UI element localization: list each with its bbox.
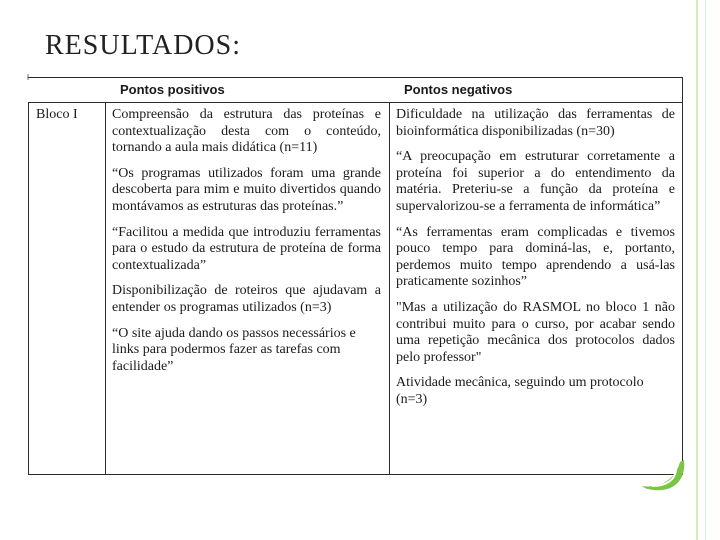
table-top-border xyxy=(28,77,683,78)
positivo-item: Disponibilização de roteiros que ajudavam a entender os programas utilizados (n=3) xyxy=(112,283,381,315)
frame-line-thin xyxy=(705,0,706,540)
row-label-bloco: Bloco I xyxy=(36,107,78,122)
header-pontos-negativos: Pontos negativos xyxy=(404,82,513,97)
positivo-item: “O site ajuda dando os passos necessários e links para podermos fazer as tarefas com facilidade” xyxy=(112,325,356,374)
header-pontos-positivos: Pontos positivos xyxy=(120,82,225,97)
positivo-item: “Facilitou a medida que introduziu ferramentas para o estudo da estrutura de proteína de forma contextualizada” xyxy=(112,224,381,273)
negativo-item: “As ferramentas eram complicadas e tivemos pouco tempo para dominá-las, e, portanto, perdemos muito tempo aprendendo a usá-las praticamente sozinhos” xyxy=(396,224,675,290)
frame-line xyxy=(696,0,698,540)
column-divider-3 xyxy=(389,102,390,475)
negativos-cell xyxy=(396,107,675,418)
negativo-item: "Mas a utilização do RASMOL no bloco 1 não contribui muito para o curso, por acabar sendo uma repetição mecânica dos protocolos dados pelo professor" xyxy=(396,299,675,365)
table-bottom-border xyxy=(28,474,683,475)
swoosh-shape xyxy=(642,460,684,490)
negativo-item: Atividade mecânica, seguindo um protocolo (n=3) xyxy=(396,375,644,407)
column-divider-1 xyxy=(28,102,29,475)
column-divider-2 xyxy=(105,102,106,475)
header-bottom-border xyxy=(28,102,683,103)
column-divider-4 xyxy=(682,77,683,475)
negativo-item: “A preocupação em estruturar corretamente a proteína foi superior a do entendimento da matéria. Preteriu-se a função da proteína e supervalorizou-se a ferramenta de informática” xyxy=(396,149,675,214)
negativo-item: Dificuldade na utilização das ferramentas de bioinformática disponibilizadas (n=30) xyxy=(396,107,675,139)
green-swoosh-decoration xyxy=(640,456,688,496)
slide-title: RESULTADOS: xyxy=(45,30,241,61)
results-table xyxy=(28,77,683,475)
positivos-cell xyxy=(112,107,381,384)
positivo-item: “Os programas utilizados foram uma grande descoberta para mim e muito divertidos quando montávamos as estruturas das proteínas.” xyxy=(112,165,381,214)
positivo-item: Compreensão da estrutura das proteínas e contextualização desta com o conteúdo, tornando a aula mais didática (n=11) xyxy=(112,107,381,156)
